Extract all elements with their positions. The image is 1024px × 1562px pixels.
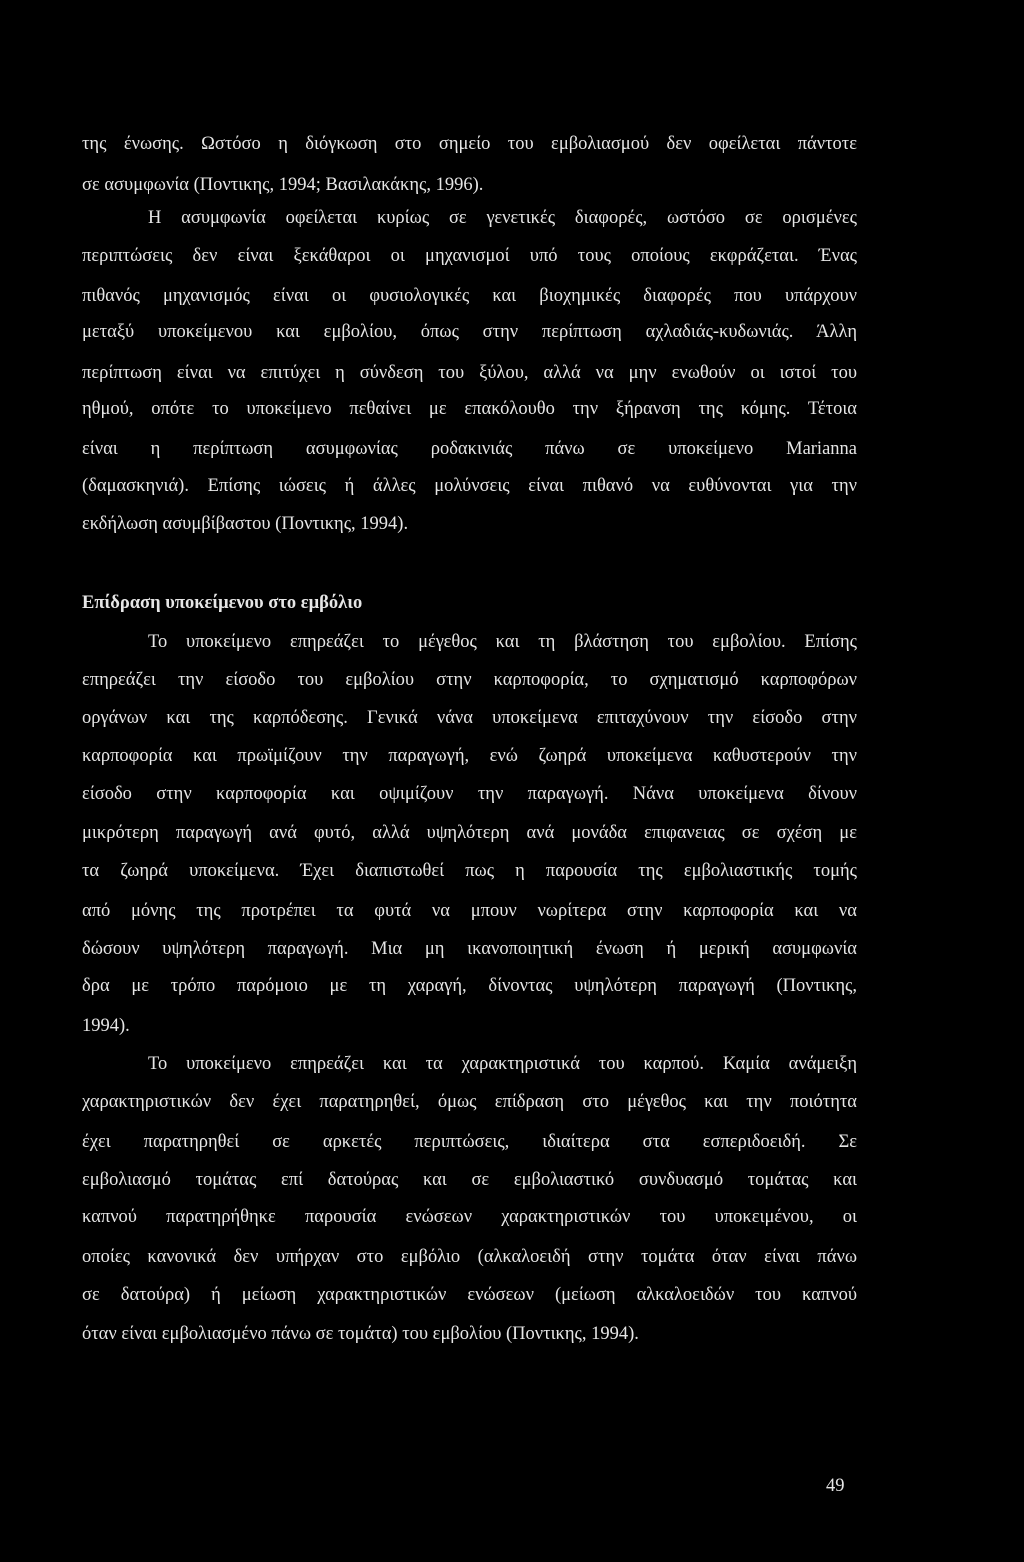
paragraph-1-line-1: της ένωσης. Ωστόσο η διόγκωση στο σημείο του εμβολιασμού δεν οφείλεται πάντοτε — [82, 134, 857, 154]
paragraph-2-line-7: είναι η περίπτωση ασυμφωνίας ροδακινιάς πάνω σε υποκείμενο Marianna — [82, 439, 857, 459]
paragraph-3-line-9: δώσουν υψηλότερη παραγωγή. Μια μη ικανοποιητική ένωση ή μερική ασυμφωνία — [82, 939, 857, 959]
paragraph-2-line-2: περιπτώσεις δεν είναι ξεκάθαροι οι μηχανισμοί υπό τους οποίους εκφράζεται. Ένας — [82, 246, 857, 266]
paragraph-2-line-4: μεταξύ υποκείμενου και εμβολίου, όπως στην περίπτωση αχλαδιάς-κυδωνιάς. Άλλη — [82, 322, 857, 342]
paragraph-3-line-10: δρα με τρόπο παρόμοιο με τη χαραγή, δίνοντας υψηλότερη παραγωγή (Ποντικης, — [82, 976, 857, 996]
paragraph-4-line-7: σε δατούρα) ή μείωση χαρακτηριστικών ενώσεων (μείωση αλκαλοειδών του καπνού — [82, 1285, 857, 1305]
paragraph-2-line-3: πιθανός μηχανισμός είναι οι φυσιολογικές και βιοχημικές διαφορές που υπάρχουν — [82, 286, 857, 306]
paragraph-3-line-2: επηρεάζει την είσοδο του εμβολίου στην καρποφορία, το σχηματισμό καρποφόρων — [82, 670, 857, 690]
paragraph-3-line-8: από μόνης της προτρέπει τα φυτά να μπουν νωρίτερα στην καρποφορία και να — [82, 901, 857, 921]
paragraph-4-line-1: Το υποκείμενο επηρεάζει και τα χαρακτηριστικά του καρπού. Καμία ανάμειξη — [148, 1054, 857, 1074]
paragraph-4-line-4: εμβολιασμό τομάτας επί δατούρας και σε εμβολιαστικό συνδυασμό τομάτας και — [82, 1170, 857, 1190]
paragraph-4-line-6: οποίες κανονικά δεν υπήρχαν στο εμβόλιο (αλκαλοειδή στην τομάτα όταν είναι πάνω — [82, 1247, 857, 1267]
paragraph-1-line-2: σε ασυμφωνία (Ποντικης, 1994; Βασιλακάκης, 1996). — [82, 175, 484, 195]
paragraph-4-line-3: έχει παρατηρηθεί σε αρκετές περιπτώσεις, ιδιαίτερα στα εσπεριδοειδή. Σε — [82, 1132, 857, 1152]
section-heading: Επίδραση υποκείμενου στο εμβόλιο — [82, 593, 363, 613]
paragraph-3-line-7: τα ζωηρά υποκείμενα. Έχει διαπιστωθεί πως η παρουσία της εμβολιαστικής τομής — [82, 861, 857, 881]
paragraph-4-line-2: χαρακτηριστικών δεν έχει παρατηρηθεί, όμως επίδραση στο μέγεθος και την ποιότητα — [82, 1092, 857, 1112]
paragraph-4-line-5: καπνού παρατηρήθηκε παρουσία ενώσεων χαρακτηριστικών του υποκειμένου, οι — [82, 1207, 857, 1227]
paragraph-3-line-3: οργάνων και της καρπόδεσης. Γενικά νάνα υποκείμενα επιταχύνουν την είσοδο στην — [82, 708, 857, 728]
paragraph-3-line-5: είσοδο στην καρποφορία και οψιμίζουν την παραγωγή. Νάνα υποκείμενα δίνουν — [82, 784, 857, 804]
page-number: 49 — [826, 1476, 845, 1496]
paragraph-2-line-6: ηθμού, οπότε το υποκείμενο πεθαίνει με επακόλουθο την ξήρανση της κόμης. Τέτοια — [82, 399, 857, 419]
paragraph-3-line-1: Το υποκείμενο επηρεάζει το μέγεθος και τη βλάστηση του εμβολίου. Επίσης — [148, 632, 857, 652]
paragraph-3-line-6: μικρότερη παραγωγή ανά φυτό, αλλά υψηλότερη ανά μονάδα επιφανειας σε σχέση με — [82, 823, 857, 843]
paragraph-4-line-8: όταν είναι εμβολιασμένο πάνω σε τομάτα) του εμβολίου (Ποντικης, 1994). — [82, 1324, 639, 1344]
paragraph-3-line-4: καρποφορία και πρωϊμίζουν την παραγωγή, ενώ ζωηρά υποκείμενα καθυστερούν την — [82, 746, 857, 766]
paragraph-2-line-8: (δαμασκηνιά). Επίσης ιώσεις ή άλλες μολύνσεις είναι πιθανό να ευθύνονται για την — [82, 476, 857, 496]
paragraph-2-line-5: περίπτωση είναι να επιτύχει η σύνδεση του ξύλου, αλλά να μην ενωθούν οι ιστοί του — [82, 363, 857, 383]
paragraph-3-line-11: 1994). — [82, 1016, 130, 1036]
paragraph-2-line-9: εκδήλωση ασυμβίβαστου (Ποντικης, 1994). — [82, 514, 409, 534]
paragraph-2-line-1: Η ασυμφωνία οφείλεται κυρίως σε γενετικές διαφορές, ωστόσο σε ορισμένες — [148, 208, 857, 228]
